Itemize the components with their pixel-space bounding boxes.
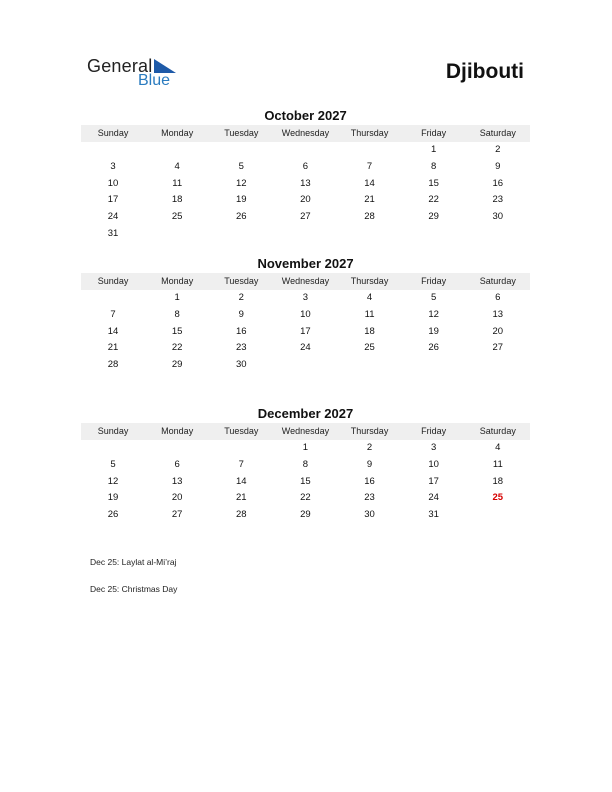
day-cell: 18 [364, 325, 375, 337]
day-cell: 20 [171, 492, 183, 504]
weekday-label: Saturday [479, 128, 516, 138]
day-cell: 19 [236, 194, 247, 206]
day-cell: 19 [107, 492, 119, 504]
weekday-header-row [81, 273, 530, 290]
weekday-label: Sunday [97, 426, 129, 436]
week-row [81, 340, 530, 357]
empty-day-cell [209, 142, 273, 159]
day-cell: 30 [364, 509, 375, 521]
week-row [81, 192, 530, 209]
day-cell: 14 [364, 177, 375, 189]
empty-day-cell [273, 357, 337, 374]
weekday-label: Saturday [479, 426, 516, 436]
logo-triangle-icon [154, 59, 176, 73]
day-cell: 7 [366, 160, 373, 172]
day-cell: 4 [495, 442, 501, 453]
empty-day-cell [338, 226, 402, 243]
day-cell: 28 [236, 509, 247, 521]
day-cell: 21 [364, 194, 375, 206]
day-cell: 10 [300, 308, 311, 320]
day-cell: 23 [492, 194, 504, 206]
empty-day-cell [338, 357, 402, 374]
day-cell: 28 [364, 211, 375, 223]
day-cell: 24 [107, 211, 119, 223]
weekday-label: Sunday [97, 128, 129, 138]
day-cell: 5 [431, 292, 437, 303]
day-cell: 5 [110, 458, 116, 470]
day-cell: 20 [300, 194, 311, 206]
weekday-label: Monday [161, 276, 194, 286]
day-cell: 24 [300, 342, 311, 354]
day-cell: 17 [300, 325, 311, 337]
day-cell: 22 [428, 194, 439, 206]
week-row [81, 474, 530, 491]
day-cell: 7 [238, 458, 244, 470]
weekday-label: Sunday [97, 276, 129, 286]
week-row [81, 142, 530, 159]
day-cell: 16 [492, 177, 504, 189]
day-cell: 10 [107, 177, 119, 189]
week-row [81, 357, 530, 374]
month-title: November 2027 [257, 256, 354, 271]
day-cell: 3 [110, 160, 116, 172]
day-cell: 6 [174, 458, 180, 470]
weekday-label: Monday [161, 426, 194, 436]
day-cell: 12 [107, 475, 119, 487]
day-cell: 11 [364, 308, 375, 320]
weekday-label: Saturday [479, 276, 516, 286]
empty-day-cell [145, 142, 209, 159]
holiday-notes [90, 556, 177, 610]
day-cell: 9 [495, 160, 501, 172]
day-cell: 14 [236, 475, 247, 487]
day-cell: 25 [492, 492, 504, 504]
month-calendar [81, 405, 530, 524]
empty-day-cell [81, 440, 145, 457]
day-cell: 4 [174, 160, 180, 172]
day-cell: 2 [238, 292, 244, 303]
day-cell: 2 [495, 144, 501, 155]
day-cell: 4 [366, 292, 373, 303]
day-cell: 11 [492, 458, 503, 470]
weekday-label: Friday [421, 276, 447, 286]
weekday-label: Friday [421, 426, 447, 436]
day-cell: 14 [107, 325, 119, 337]
day-cell: 27 [492, 342, 504, 354]
day-cell: 9 [366, 458, 373, 470]
empty-day-cell [466, 357, 530, 374]
day-cell: 13 [300, 177, 311, 189]
empty-day-cell [81, 290, 145, 307]
day-cell: 21 [107, 342, 119, 354]
day-cell: 29 [428, 211, 439, 223]
day-cell: 12 [428, 308, 439, 320]
day-cell: 13 [492, 308, 504, 320]
weekday-label: Wednesday [281, 426, 330, 436]
weekday-label: Tuesday [224, 276, 259, 286]
day-cell: 18 [171, 194, 183, 206]
day-cell: 31 [428, 509, 439, 521]
day-cell: 24 [428, 492, 439, 504]
day-cell: 9 [238, 308, 244, 320]
empty-day-cell [145, 226, 209, 243]
empty-day-cell [466, 507, 530, 524]
week-row [81, 159, 530, 176]
day-cell: 7 [110, 308, 116, 320]
weekday-label: Wednesday [281, 276, 330, 286]
day-cell: 12 [236, 177, 247, 189]
weekday-label: Thursday [350, 276, 389, 286]
empty-day-cell [273, 142, 337, 159]
day-cell: 29 [300, 509, 311, 521]
day-cell: 18 [492, 475, 504, 487]
day-cell: 3 [302, 292, 309, 303]
week-row [81, 209, 530, 226]
day-cell: 21 [236, 492, 247, 504]
empty-day-cell [273, 226, 337, 243]
day-cell: 30 [236, 359, 247, 371]
day-cell: 8 [174, 308, 180, 320]
logo-text-blue: Blue [138, 72, 171, 89]
day-cell: 26 [236, 211, 247, 223]
day-cell: 2 [366, 442, 373, 453]
empty-day-cell [145, 440, 209, 457]
weekday-label: Monday [161, 128, 194, 138]
day-cell: 17 [107, 194, 119, 206]
empty-day-cell [402, 226, 466, 243]
weekday-header-row [81, 423, 530, 440]
day-cell: 16 [236, 325, 247, 337]
day-cell: 31 [107, 227, 119, 239]
day-cell: 11 [172, 177, 183, 189]
day-cell: 29 [171, 359, 183, 371]
day-cell: 1 [431, 144, 437, 155]
weekday-label: Tuesday [224, 128, 259, 138]
week-row [81, 457, 530, 474]
day-cell: 17 [428, 475, 439, 487]
week-row [81, 307, 530, 324]
day-cell: 22 [300, 492, 311, 504]
day-cell: 13 [171, 475, 183, 487]
day-cell: 6 [495, 292, 501, 303]
week-row [81, 176, 530, 193]
day-cell: 27 [300, 211, 311, 223]
day-cell: 23 [236, 342, 247, 354]
day-cell: 1 [174, 292, 180, 303]
month-calendar [81, 107, 530, 243]
weekday-label: Friday [421, 128, 447, 138]
week-row [81, 440, 530, 457]
week-row [81, 490, 530, 507]
weekday-label: Thursday [350, 128, 389, 138]
day-cell: 8 [431, 160, 437, 172]
day-cell: 3 [431, 442, 437, 453]
day-cell: 8 [302, 458, 309, 470]
day-cell: 15 [300, 475, 311, 487]
day-cell: 30 [492, 211, 504, 223]
week-row [81, 226, 530, 243]
country-title: Djibouti [445, 60, 524, 83]
day-cell: 25 [364, 342, 375, 354]
day-cell: 15 [428, 177, 439, 189]
week-row [81, 290, 530, 307]
weekday-label: Tuesday [224, 426, 259, 436]
empty-day-cell [338, 142, 402, 159]
day-cell: 16 [364, 475, 375, 487]
weekday-label: Wednesday [281, 128, 330, 138]
empty-day-cell [81, 142, 145, 159]
empty-day-cell [209, 440, 273, 457]
day-cell: 15 [171, 325, 183, 337]
day-cell: 22 [171, 342, 183, 354]
day-cell: 23 [364, 492, 375, 504]
empty-day-cell [209, 226, 273, 243]
day-cell: 19 [428, 325, 439, 337]
holiday-note: Dec 25: Christmas Day [90, 584, 178, 594]
empty-day-cell [402, 357, 466, 374]
month-title: October 2027 [264, 108, 347, 123]
day-cell: 25 [171, 211, 183, 223]
day-cell: 28 [107, 359, 119, 371]
brand-logo [87, 56, 187, 92]
day-cell: 10 [428, 458, 439, 470]
day-cell: 1 [302, 442, 309, 453]
day-cell: 26 [428, 342, 439, 354]
day-cell: 26 [107, 509, 119, 521]
month-title: December 2027 [257, 406, 354, 421]
day-cell: 6 [302, 160, 309, 172]
day-cell: 20 [492, 325, 504, 337]
month-calendar [81, 255, 530, 374]
week-row [81, 324, 530, 341]
weekday-label: Thursday [350, 426, 389, 436]
weekday-header-row [81, 125, 530, 142]
logo-text-general: General [87, 56, 153, 76]
day-cell: 5 [238, 160, 244, 172]
week-row [81, 507, 530, 524]
holiday-note: Dec 25: Laylat al-Mi’raj [90, 557, 177, 567]
day-cell: 27 [171, 509, 183, 521]
empty-day-cell [466, 226, 530, 243]
